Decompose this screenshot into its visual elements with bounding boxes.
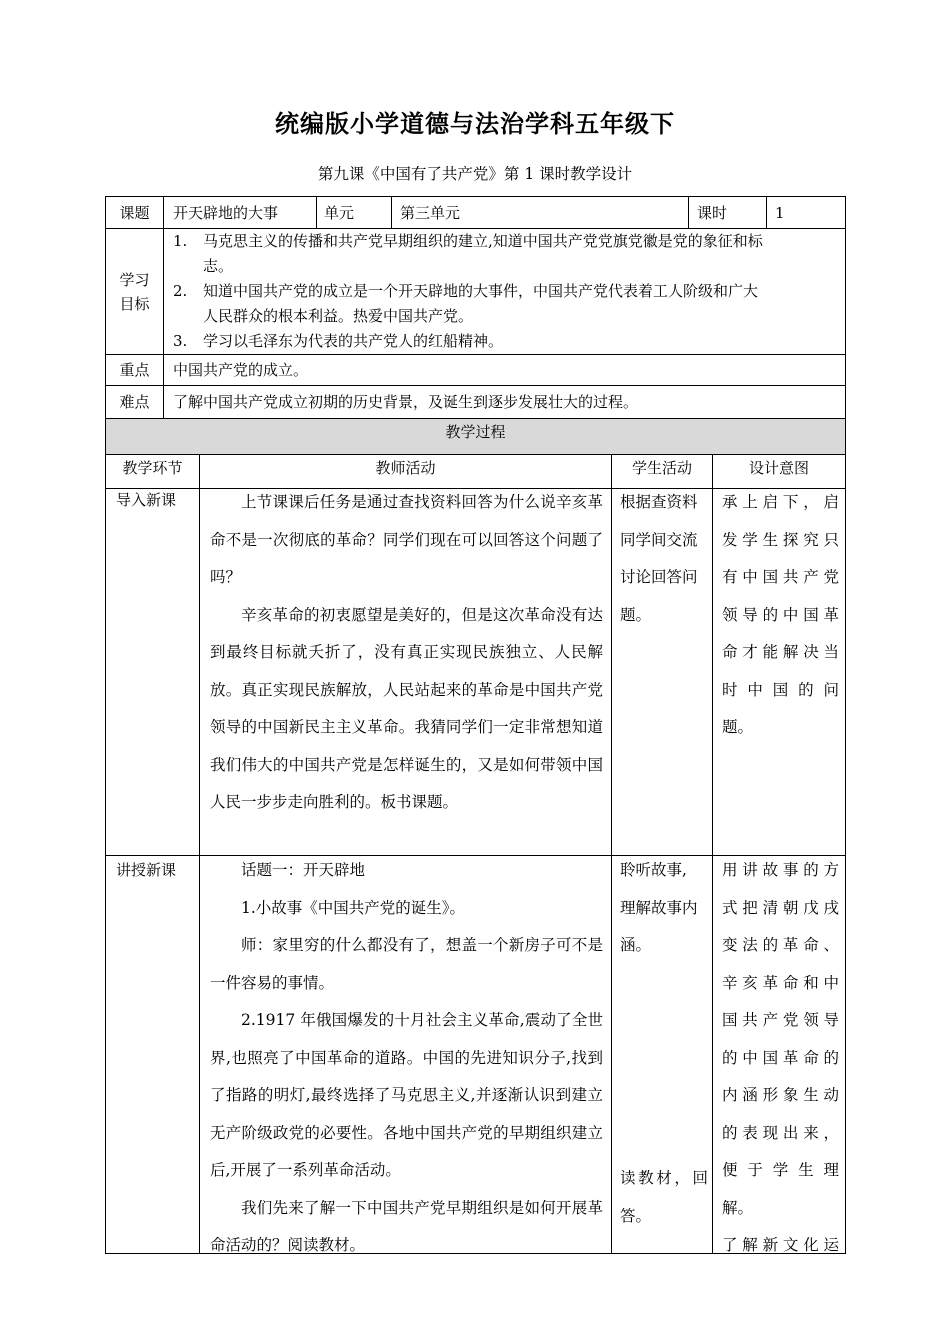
student-activity-new-lesson-b: 读教材，回 答。 <box>620 1169 708 1225</box>
goal-item-1: 1. 马克思主义的传播和共产党早期组织的建立,知道中国共产党党旗党徽是党的象征和标 志。 <box>173 232 763 275</box>
teacher-activity-new-lesson: 话题一：开天辟地 1.小故事《中国共产党的诞生》。 师：家里穷的什么都没有了，想盖一个新房子可不是一件容易的事情。 2.1917 年俄国爆发的十月社会主义革命,震动了全世界,也照亮了中国革命的道路。中国的先进知识分子,找到了指路的明灯,最终选择了马克思主义,并逐渐认识到建立无产阶级政党的必要性。各地中国共产党的早期组织建立后,开展了一系列革命活动。 我们先来了解一下中国共产党早期组织是如何开展革命活动的？阅读教材。 <box>210 861 603 1254</box>
topic-value: 开天辟地的大事 <box>173 203 279 222</box>
teacher-activity-intro: 上节课课后任务是通过查找资料回答为什么说辛亥革命不是一次彻底的革命？同学们现在可以回答这个问题了吗？ 辛亥革命的初衷愿望是美好的，但是这次革命没有达到最终目标就夭折了，没有真正实现民族独立、人民解放。真正实现民族解放，人民站起来的革命是中国共产党领导的中国新民主主义革命。我猜同学们一定非常想知道我们伟大的中国共产党是怎样诞生的，又是如何带领中国人民一步步走向胜利的。板书课题。 <box>210 493 603 811</box>
goal-item-3: 3. 学习以毛泽东为代表的共产党人的红船精神。 <box>173 332 504 350</box>
stage-new-lesson: 讲授新课 <box>116 861 177 879</box>
unit-value: 第三单元 <box>400 203 461 222</box>
design-intent-new-lesson: 用讲故事的方 式把清朝戊戌 变法的革命、 辛亥革命和中 国共产党领导 的中国革命的 内涵形象生动 的表现出来， 便于学生理 解。 了解新文化运 <box>722 861 839 1254</box>
difficulty-label: 难点 <box>119 393 150 411</box>
document-subtitle: 第九课《中国有了共产党》第 1 课时教学设计 <box>317 165 633 183</box>
process-header: 教学过程 <box>445 423 506 441</box>
period-label: 课时 <box>697 203 728 222</box>
col-header-intent: 设计意图 <box>748 458 809 477</box>
key-value: 中国共产党的成立。 <box>173 361 309 379</box>
goal-item-2: 2. 知道中国共产党的成立是一个开天辟地的大事件，中国共产党代表着工人阶级和广大 人民群众的根本利益。热爱中国共产党。 <box>173 282 759 325</box>
period-value: 1 <box>775 203 785 222</box>
difficulty-value: 了解中国共产党成立初期的历史背景，及诞生到逐步发展壮大的过程。 <box>173 393 639 411</box>
col-header-student: 学生活动 <box>631 458 692 477</box>
design-intent-intro: 承上启下，启 发学生探究只 有中国共产党 领导的中国革 命才能解决当 时中国的问 题。 <box>722 493 839 736</box>
stage-intro: 导入新课 <box>116 491 177 509</box>
document-title: 统编版小学道德与法治学科五年级下 <box>275 109 675 138</box>
student-activity-intro: 根据查资料 同学间交流 讨论回答问 题。 <box>620 493 698 624</box>
key-label: 重点 <box>119 361 150 379</box>
topic-label: 课题 <box>119 203 150 222</box>
col-header-teacher: 教师活动 <box>375 458 436 477</box>
student-activity-new-lesson-a: 聆听故事, 理解故事内 涵。 <box>620 861 698 954</box>
goals-label: 学习 目标 <box>119 270 150 313</box>
unit-label: 单元 <box>324 203 355 222</box>
col-header-stage: 教学环节 <box>122 458 183 477</box>
